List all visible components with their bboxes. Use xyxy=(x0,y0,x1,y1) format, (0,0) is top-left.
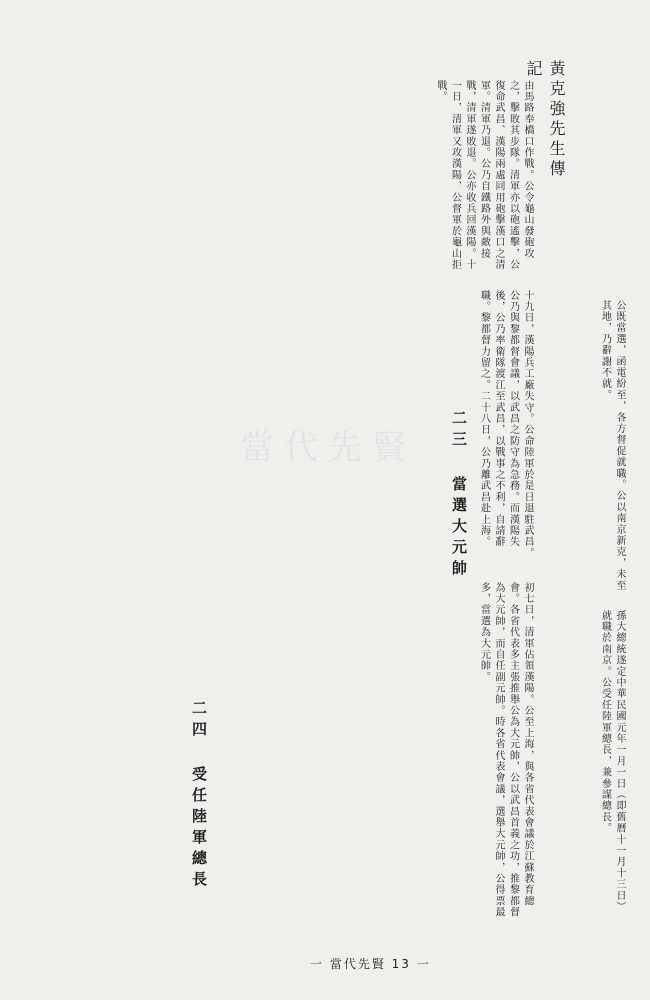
section-number: 二四 xyxy=(190,700,208,742)
running-head: 黃克強先生傳記 xyxy=(524,60,566,180)
body-text-block: 公既當選，函電紛至，各方督促就職。公以南京新克，未至其地，乃辭謝不就。 xyxy=(599,300,625,592)
section-title: 受任陸軍總長 xyxy=(190,766,208,892)
page-folio: 一 當代先賢 13 一 xyxy=(310,957,431,971)
section-title: 當選大元帥 xyxy=(450,476,468,581)
body-text-block: 由馬路奉橋口作戰。公令龜山發砲攻之，擊敗其步隊。清軍亦以砲遙擊，公復命武昌、漢陽兩處同用砲擊漢口之清軍。清軍乃退。公乃自鐵路外與敵接戰，清軍遂敗退。公亦收兵回漢陽。十一日，清軍又攻漢陽，公督軍於龜山拒戰。 xyxy=(435,80,533,271)
section-number: 二三 xyxy=(450,410,468,452)
watermark-text: 當代先賢 xyxy=(240,428,416,468)
body-text-block: 十九日，漢陽兵工廠失守。公命陸軍於是日退駐武昌。公乃與黎都督會議，以武昌之防守為急務。而漢陽失後，公乃率衛隊渡江至武昌，以戰事之不利，自請辭職。黎都督力留之。二十八日，公乃離武昌赴上海。 xyxy=(478,290,533,559)
body-text-block: 初七日，清軍佔領漢陽。公至上海，與各省代表會議於江蘇教育總會。各省代表多主張推舉公為大元帥，公以武昌首義之功，推黎都督為大元帥，而自任副元帥。時各省代表會議，選舉大元帥，公得票最多，當選為大元帥。 xyxy=(478,582,533,918)
body-text-block: 孫大總統遂定中華民國元年一月一日（即舊曆十一月十三日）就職於南京。公受任陸軍總長，兼參謀總長。 xyxy=(599,610,625,908)
section-heading-24 xyxy=(189,700,210,900)
section-heading-23 xyxy=(449,410,470,590)
